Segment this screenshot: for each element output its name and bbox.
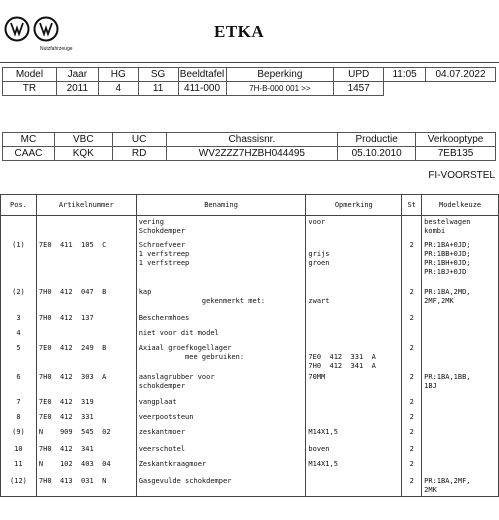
cell-modelkeuze: PR:1BA,2MD, 2MF,2MK xyxy=(422,286,499,312)
cell-pos: 6 xyxy=(1,371,37,396)
cell-opmerking: M14X1,5 xyxy=(306,458,402,475)
table-row[interactable] xyxy=(1,411,499,426)
cell-modelkeuze: PR:1BA+0JD; PR:1BB+0JD; PR:1BH+0JD; PR:1BJ+0JD xyxy=(422,239,499,286)
cell-st: 2 xyxy=(402,342,422,371)
cell-opmerking xyxy=(306,327,402,342)
beperking-header: Beperking xyxy=(226,68,334,82)
cell-st: 2 xyxy=(402,426,422,443)
cell-modelkeuze: PR:1BA,1BB, 1BJ xyxy=(422,371,499,396)
cell-modelkeuze xyxy=(422,312,499,327)
brand-subtitle: Nutzfahrzeuge xyxy=(40,46,73,52)
vehicle-info-table-1 xyxy=(2,67,496,96)
cell-benaming: Axiaal groefkogellager mee gebruiken: xyxy=(136,342,306,371)
upd-value: 1457 xyxy=(334,82,384,96)
cell-modelkeuze xyxy=(422,426,499,443)
cell-modelkeuze: bestelwagen kombi xyxy=(422,216,499,239)
table-row[interactable] xyxy=(1,286,499,312)
cell-modelkeuze xyxy=(422,396,499,411)
cell-st: 2 xyxy=(402,371,422,396)
cell-pos: (12) xyxy=(1,475,37,497)
verkooptype-header: Verkooptype xyxy=(416,133,496,147)
cell-benaming: Schroefveer 1 verfstreep 1 verfstreep xyxy=(136,239,306,286)
cell-st: 2 xyxy=(402,239,422,286)
mc-value: CAAC xyxy=(3,147,55,161)
cell-benaming: Gasgevulde schokdemper xyxy=(136,475,306,497)
cell-artikelnummer: 7H0 412 137 xyxy=(36,312,136,327)
table-row[interactable] xyxy=(1,426,499,443)
beeldtafel-header: Beeldtafel xyxy=(179,69,225,80)
cell-artikelnummer: 7E0 412 249 B xyxy=(36,342,136,371)
cell-pos: 4 xyxy=(1,327,37,342)
cell-opmerking: 7E0 412 331 A 7H0 412 341 A xyxy=(306,342,402,371)
table-row[interactable] xyxy=(1,216,499,239)
cell-benaming: veerpootsteun xyxy=(136,411,306,426)
cell-st: 2 xyxy=(402,443,422,458)
sg-header: SG xyxy=(138,68,178,82)
cell-benaming: niet voor dit model xyxy=(136,327,306,342)
model-header: Model xyxy=(3,68,57,82)
productie-header: Productie xyxy=(338,133,416,147)
section-title: FI-VOORSTEL xyxy=(428,170,495,181)
parts-table xyxy=(0,194,499,497)
cell-opmerking xyxy=(306,312,402,327)
cell-pos: 5 xyxy=(1,342,37,371)
cell-st: 2 xyxy=(402,411,422,426)
cell-st xyxy=(402,327,422,342)
cell-st: 2 xyxy=(402,396,422,411)
cell-modelkeuze xyxy=(422,327,499,342)
model-value: TR xyxy=(3,82,57,96)
time-display: 11:05 xyxy=(384,68,426,82)
sg-value: 11 xyxy=(138,82,178,96)
beeldtafel-value: 411-000 xyxy=(178,82,226,96)
empty-cell xyxy=(384,82,426,96)
productie-value: 05.10.2010 xyxy=(338,147,416,161)
upd-header: UPD xyxy=(334,68,384,82)
hg-value: 4 xyxy=(98,82,138,96)
cell-artikelnummer: 7H0 413 031 N xyxy=(36,475,136,497)
chassisnr-value: WV2ZZZ7HZBH044495 xyxy=(166,147,338,161)
cell-opmerking xyxy=(306,396,402,411)
cell-benaming: Zeskantkraagmoer xyxy=(136,458,306,475)
cell-st: 2 xyxy=(402,475,422,497)
cell-pos xyxy=(1,216,37,239)
vbc-value: KQK xyxy=(54,147,112,161)
cell-pos: 7 xyxy=(1,396,37,411)
hg-header: HG xyxy=(98,68,138,82)
col-pos: Pos. xyxy=(1,195,37,216)
cell-opmerking: zwart xyxy=(306,286,402,312)
table-row[interactable] xyxy=(1,239,499,286)
col-modelkeuze: Modelkeuze xyxy=(422,195,499,216)
table-row[interactable] xyxy=(1,458,499,475)
col-benaming: Benaming xyxy=(136,195,306,216)
cell-opmerking: voor xyxy=(306,216,402,239)
cell-opmerking xyxy=(306,411,402,426)
cell-st: 2 xyxy=(402,286,422,312)
cell-opmerking xyxy=(306,475,402,497)
table-row[interactable] xyxy=(1,371,499,396)
cell-opmerking: 70MM xyxy=(306,371,402,396)
cell-modelkeuze xyxy=(422,458,499,475)
parts-header-row xyxy=(1,195,499,216)
beperking-value: 7H-B-000 001 >> xyxy=(226,82,334,96)
jaar-header: Jaar xyxy=(56,68,98,82)
vbc-header: VBC xyxy=(54,133,112,147)
cell-opmerking: grijs groen xyxy=(306,239,402,286)
date-display: 04.07.2022 xyxy=(426,68,496,82)
cell-benaming: kap gekenmerkt met: xyxy=(136,286,306,312)
uc-value: RD xyxy=(112,147,166,161)
vehicle-info-table-2 xyxy=(2,132,496,161)
cell-benaming: aanslagrubber voor schokdemper xyxy=(136,371,306,396)
header-bar xyxy=(0,0,499,63)
col-st: St xyxy=(402,195,422,216)
table-row[interactable] xyxy=(1,342,499,371)
table-row[interactable] xyxy=(1,443,499,458)
page-title: ETKA xyxy=(214,22,265,41)
cell-pos: (1) xyxy=(1,239,37,286)
table-row[interactable] xyxy=(1,396,499,411)
cell-artikelnummer xyxy=(36,216,136,239)
table-row[interactable] xyxy=(1,475,499,497)
cell-benaming: zeskantmoer xyxy=(136,426,306,443)
cell-artikelnummer xyxy=(36,327,136,342)
jaar-value: 2011 xyxy=(56,82,98,96)
cell-st: 2 xyxy=(402,312,422,327)
cell-artikelnummer: N 102 403 04 xyxy=(36,458,136,475)
col-artikelnummer: Artikelnummer xyxy=(36,195,136,216)
cell-artikelnummer: 7H0 412 303 A xyxy=(36,371,136,396)
cell-st xyxy=(402,216,422,239)
cell-pos: 10 xyxy=(1,443,37,458)
vw-commercial-logo-icon xyxy=(33,16,59,42)
cell-modelkeuze xyxy=(422,443,499,458)
table-row[interactable] xyxy=(1,312,499,327)
cell-benaming: Beschermhoes xyxy=(136,312,306,327)
cell-pos: (2) xyxy=(1,286,37,312)
cell-artikelnummer: 7E0 411 105 C xyxy=(36,239,136,286)
cell-artikelnummer: 7E0 412 319 xyxy=(36,396,136,411)
vw-logo-icon xyxy=(4,16,30,42)
cell-benaming: vangplaat xyxy=(136,396,306,411)
cell-st: 2 xyxy=(402,458,422,475)
verkooptype-value: 7EB135 xyxy=(416,147,496,161)
cell-modelkeuze: PR:1BA,2MF, 2MK xyxy=(422,475,499,497)
cell-benaming: veerschotel xyxy=(136,443,306,458)
empty-cell xyxy=(426,82,496,96)
cell-artikelnummer: N 909 545 02 xyxy=(36,426,136,443)
cell-pos: 3 xyxy=(1,312,37,327)
cell-artikelnummer: 7H0 412 047 B xyxy=(36,286,136,312)
col-opmerking: Opmerking xyxy=(306,195,402,216)
cell-modelkeuze xyxy=(422,342,499,371)
mc-header: MC xyxy=(3,133,55,147)
cell-opmerking: boven xyxy=(306,443,402,458)
chassisnr-header: Chassisnr. xyxy=(166,133,338,147)
table-row[interactable] xyxy=(1,327,499,342)
cell-artikelnummer: 7E0 412 331 xyxy=(36,411,136,426)
cell-pos: 8 xyxy=(1,411,37,426)
cell-pos: (9) xyxy=(1,426,37,443)
cell-benaming: vering Schokdemper xyxy=(136,216,306,239)
cell-pos: 11 xyxy=(1,458,37,475)
uc-header: UC xyxy=(112,133,166,147)
cell-modelkeuze xyxy=(422,411,499,426)
cell-artikelnummer: 7H0 412 341 xyxy=(36,443,136,458)
cell-opmerking: M14X1,5 xyxy=(306,426,402,443)
